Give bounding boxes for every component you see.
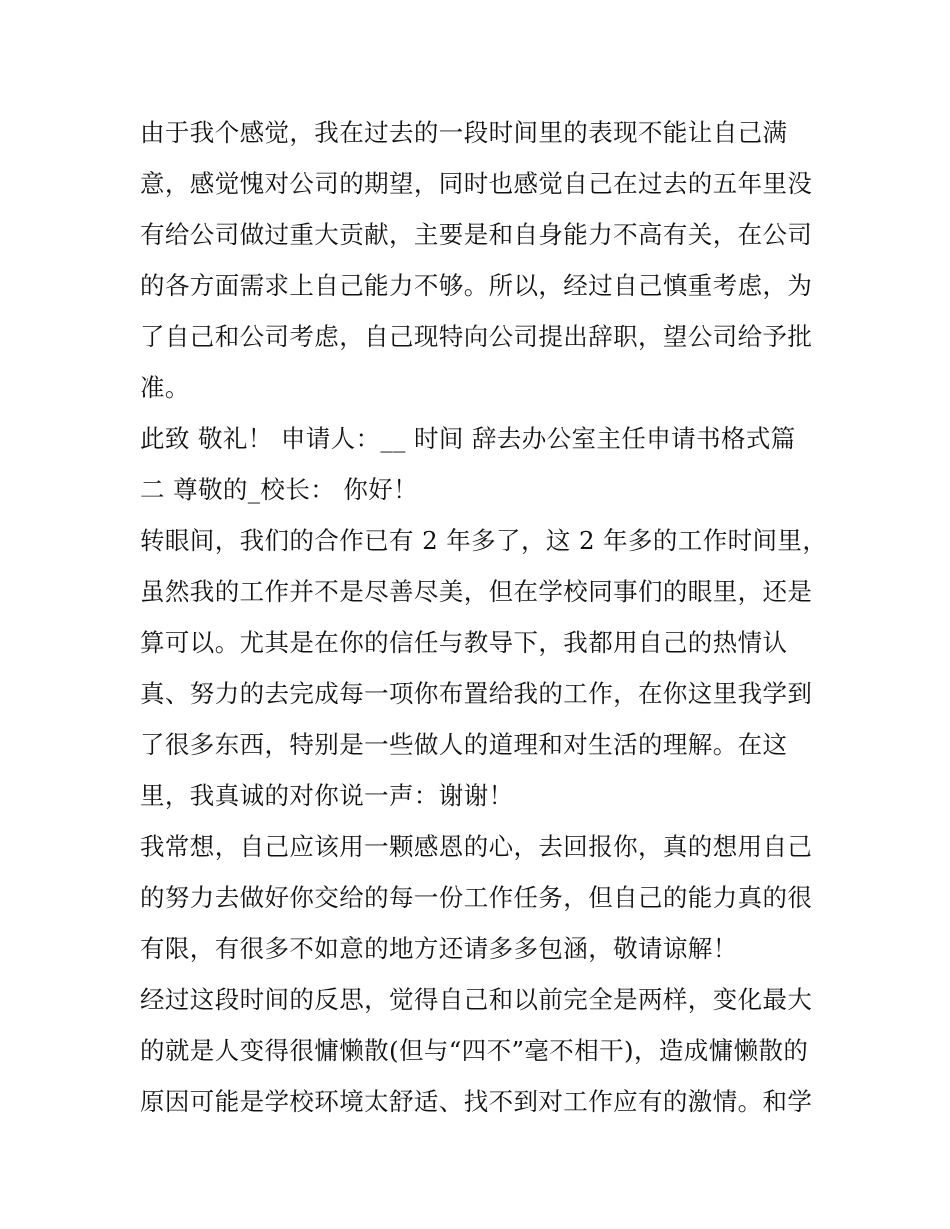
text-line: 的努力去做好你交给的每一份工作任务，但自己的能力真的很 [140, 883, 813, 912]
text-line: 的就是人变得很慵懒散(但与“四不”毫不相干)，造成慵懒散的 [140, 1036, 809, 1065]
text-line: 有限，有很多不如意的地方还请多多包涵，敬请谅解！ [140, 934, 738, 963]
text-line: 经过这段时间的反思，觉得自己和以前完全是两样，变化最大 [140, 985, 813, 1014]
text-line: 意，感觉愧对公司的期望，同时也感觉自己在过去的五年里没 [140, 169, 813, 198]
text-line: 的各方面需求上自己能力不够。所以，经过自己慎重考虑，为 [140, 271, 813, 300]
text-line: 准。 [140, 373, 190, 402]
body-text [140, 107, 830, 1127]
text-line: 里，我真诚的对你说一声：谢谢！ [140, 781, 514, 810]
text-line: 算可以。尤其是在你的信任与教导下，我都用自己的热情认 [140, 628, 788, 657]
text-line: 由于我个感觉，我在过去的一段时间里的表现不能让自己满 [140, 118, 788, 147]
text-line: 此致 敬礼！ 申请人：__ 时间 辞去办公室主任申请书格式篇 [140, 424, 796, 453]
text-line: 了很多东西，特别是一些做人的道理和对生活的理解。在这 [140, 730, 788, 759]
text-line: 二 尊敬的_校长： 你好！ [140, 475, 419, 504]
text-line: 转眼间，我们的合作已有 2 年多了，这 2 年多的工作时间里， [140, 526, 828, 555]
text-line: 有给公司做过重大贡献，主要是和自身能力不高有关，在公司 [140, 220, 813, 249]
text-line: 原因可能是学校环境太舒适、找不到对工作应有的激情。和学 [140, 1087, 813, 1116]
text-line: 了自己和公司考虑，自己现特向公司提出辞职，望公司给予批 [140, 322, 813, 351]
text-line: 虽然我的工作并不是尽善尽美，但在学校同事们的眼里，还是 [140, 577, 813, 606]
text-line: 我常想，自己应该用一颗感恩的心，去回报你，真的想用自己 [140, 832, 813, 861]
text-line: 真、努力的去完成每一项你布置给我的工作，在你这里我学到 [140, 679, 813, 708]
